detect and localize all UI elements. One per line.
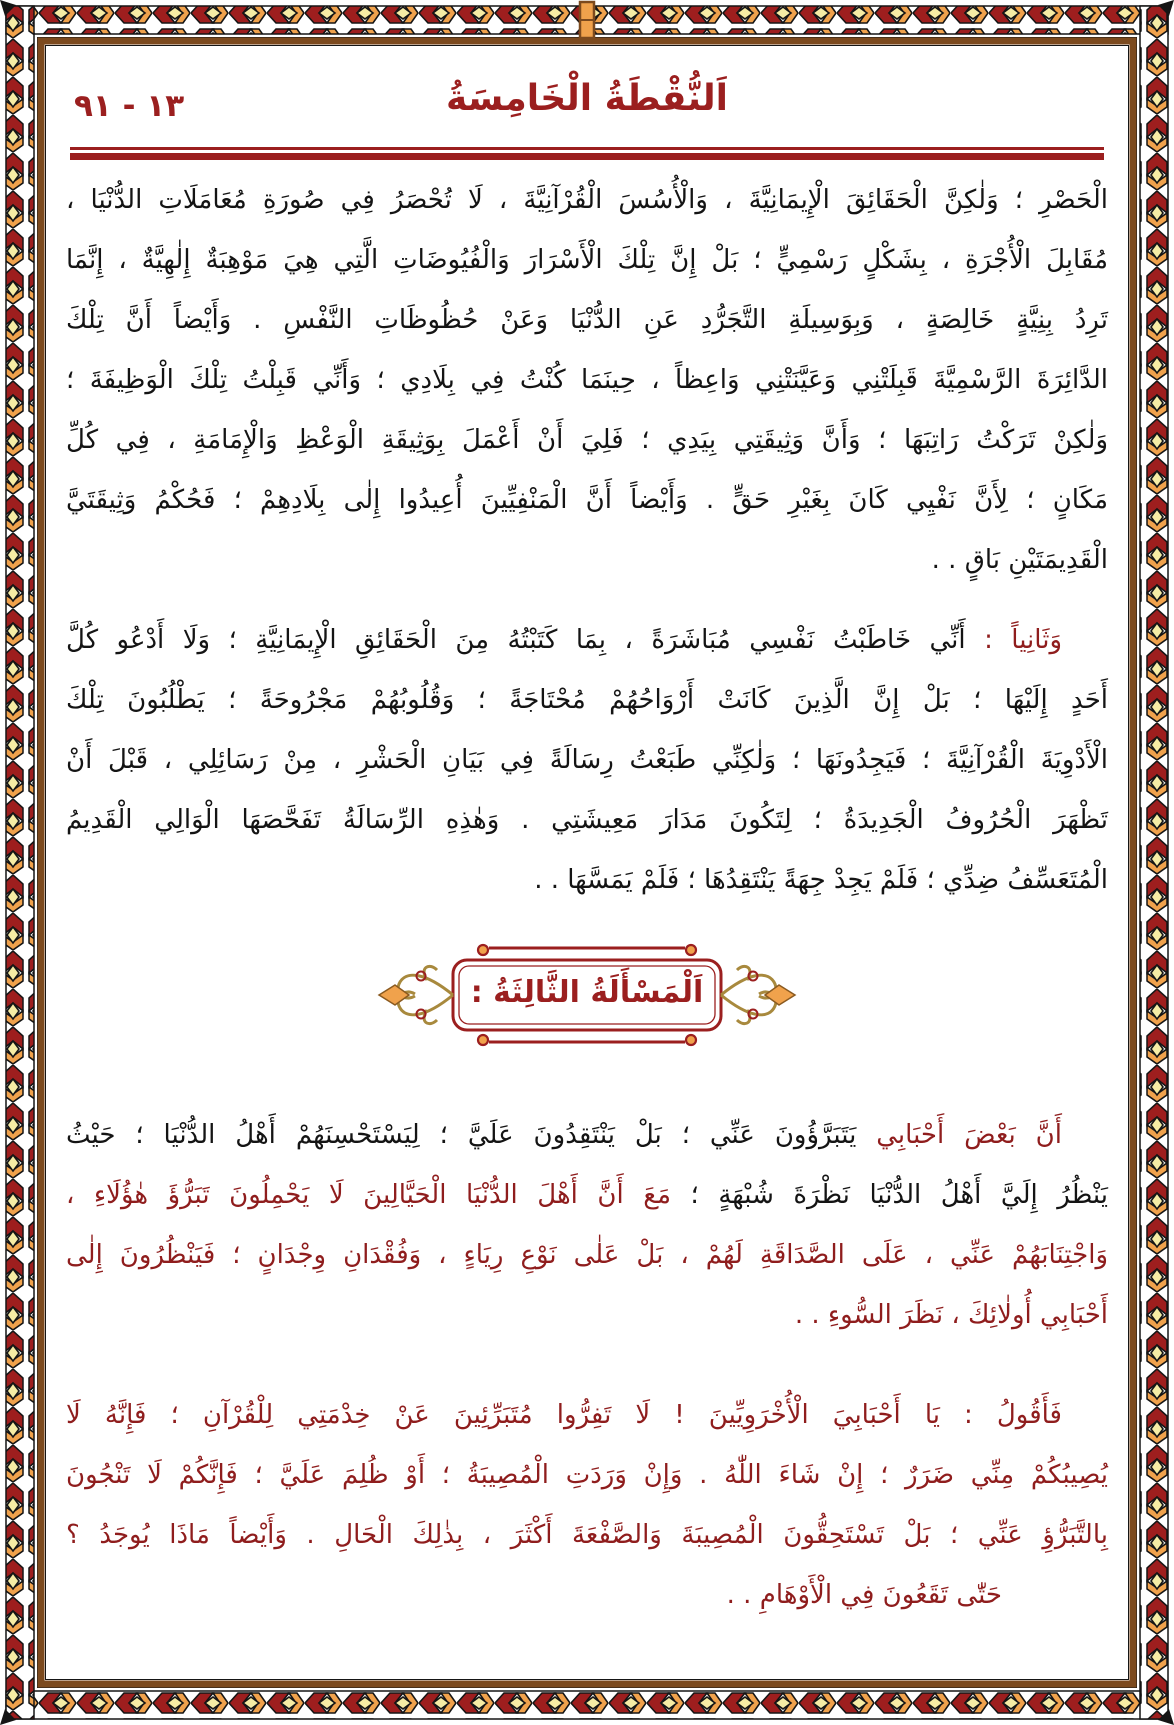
paragraph-4: [66, 1385, 1108, 1625]
top-center-ornament-icon: [580, 2, 594, 38]
text-line: الْقَدِيمَتَيْنِ بَاقٍ . .: [931, 545, 1108, 575]
text-line: [66, 1105, 1108, 1165]
text-line: فَأَقُولُ : يَا أَحْبَابِيَ الْأُخْرَوِيِّينَ ! لَا تَفِرُّوا مُتَبَرِّئِينَ عَنْ خِدْمَتِي لِلْقُرْآنِ ؛ فَإِنَّهُ لَا: [66, 1400, 1062, 1430]
header-rule-thick: [70, 153, 1104, 160]
text-segment: أَنِّي خَاطَبْتُ نَفْسِي مُبَاشَرَةً ، بِمَا كَتَبْتُهُ مِنَ الْحَقَائِقِ الْإِيمَانِيَّةِ ؛ وَلَا أَدْعُو كُلَّ: [66, 625, 985, 655]
text-line: وَاجْتِنَابَهُمْ عَنِّي ، عَلَى الصَّدَاقَةِ لَهُمْ ، بَلْ عَلٰى نَوْعِ رِيَاءٍ ، وَفُقْدَانِ وِجْدَانٍ ؛ فَيَنْظُرُونَ إِلٰى: [66, 1240, 1108, 1270]
page-number: ١٣ - ٩١: [74, 88, 185, 124]
text-line: حَتّٰى تَقَعُونَ فِي الْأَوْهَامِ . .: [726, 1580, 1002, 1610]
paragraph-1: [66, 170, 1108, 590]
text-line: الْحَصْرِ ؛ وَلٰكِنَّ الْحَقَائِقَ الْإِيمَانِيَّةَ ، وَالْأُسُسَ الْقُرْآنِيَّةَ ، لَا تُحْصَرُ فِي صُورَةِ مُعَامَلَاتِ الدُّنْيَا ،: [66, 185, 1108, 215]
text-line: مَكَانٍ ؛ لِأَنَّ نَفْيِي كَانَ بِغَيْرِ حَقٍّ . وَأَيْضاً أَنَّ الْمَنْفِيِّينَ أُعِيدُوا إِلٰى بِلَادِهِمْ ؛ فَحُكْمُ وَثِيقَتَيَّ: [66, 485, 1108, 515]
text-line: أَحَدٍ إِلَيْهَا ؛ بَلْ إِنَّ الَّذِينَ كَانَتْ أَرْوَاحُهُمْ مُحْتَاجَةً ؛ وَقُلُوبُهُمْ مَجْرُوحَةً ؛ يَطْلُبُونَ تِلْكَ: [66, 685, 1108, 715]
header-rule-thin: [70, 147, 1104, 150]
page-content: [64, 50, 1110, 1675]
text-line: وَلٰكِنْ تَرَكْتُ رَاتِبَهَا ؛ وَأَنَّ وَثِيقَتِي بِيَدِي ؛ فَلِيَ أَنْ أَعْمَلَ بِوَثِيقَةِ الْوَعْظِ وَالْإِمَامَةِ ، فِي كُلِّ: [66, 425, 1108, 455]
text-line: تَظْهَرَ الْحُرُوفُ الْجَدِيدَةُ ؛ لِتَكُونَ مَدَارَ مَعِيشَتِي . وَهٰذِهِ الرِّسَالَةُ تَفَحَّصَهَا الْوَالِي الْقَدِيمُ: [66, 805, 1108, 835]
section-ornament: [367, 940, 807, 1050]
text-line: بِالتَّبَرُّؤِ عَنِّي ؛ بَلْ تَسْتَحِقُّونَ الْمُصِيبَةَ وَالصَّفْعَةَ أَكْثَرَ ، بِذٰلِكَ الْحَالِ . وَأَيْضاً مَاذَا يُوجَدُ ؟: [66, 1520, 1108, 1550]
text-line: الْأَدْوِيَةَ الْقُرْآنِيَّةَ ؛ فَيَجِدُونَهَا ؛ وَلٰكِنِّي طَبَعْتُ رِسَالَةً فِي بَيَانِ الْحَشْرِ ، مِنْ رَسَائِلِي ، قَبْلَ أَنْ: [66, 745, 1108, 775]
text-line: الدَّائِرَةَ الرَّسْمِيَّةَ قَبِلَتْنِي وَعَيَّنَتْنِي وَاعِظاً ، حِينَمَا كُنْتُ فِي بِلَادِي ؛ وَأَنِّي قَبِلْتُ تِلْكَ الْوَظِيفَةَ ؛: [66, 365, 1108, 395]
text-line: أَحْبَابِي أُولٰائِكَ ، نَظَرَ السُّوءِ . .: [794, 1300, 1108, 1330]
emphasis-lead: وَثَانِياً :: [984, 625, 1062, 655]
text-line: يُصِيبُكُمْ مِنِّي ضَرَرٌ ؛ إِنْ شَاءَ اللّٰهُ . وَإِنْ وَرَدَتِ الْمُصِيبَةُ ؛ أَوْ ظُلِمَ عَلَيَّ ؛ فَإِنَّكُمْ لَا تَنْجُونَ: [66, 1460, 1108, 1490]
section-heading: اَلْمَسْأَلَةُ الثَّالِثَةُ :: [470, 975, 704, 1010]
text-line: الْمُتَعَسِّفُ ضِدِّي ؛ فَلَمْ يَجِدْ جِهَةً يَنْتَقِدُهَا ؛ فَلَمْ يَمَسَّهَا . .: [534, 865, 1108, 895]
text-line: مُقَابِلَ الْأُجْرَةِ ، بِشَكْلٍ رَسْمِيٍّ ؛ بَلْ إِنَّ تِلْكَ الْأَسْرَارَ وَالْفُيُوضَاتِ الَّتِي هِيَ مَوْهِبَةٌ إِلٰهِيَّةٌ ، إِنَّمَا: [66, 245, 1108, 275]
text-segment: يَنْظُرُ إِلَيَّ أَهْلُ الدُّنْيَا نَظْرَةَ شُبْهَةٍ ؛: [690, 1180, 1108, 1210]
text-line: [66, 1165, 1108, 1225]
emphasis-segment: أَنَّ بَعْضَ أَحْبَابِي: [876, 1120, 1062, 1150]
paragraph-2: [66, 610, 1108, 910]
body-text: [66, 170, 1108, 1625]
page-title: اَلنُّقْطَةُ الْخَامِسَةُ: [446, 78, 728, 119]
text-segment: يَتَبَرَّؤُونَ عَنِّي ؛ بَلْ يَنْتَقِدُونَ عَلَيَّ ؛ لِيَسْتَحْسِنَهُمْ أَهْلُ الدُّنْيَا ؛ حَيْثُ: [66, 1120, 877, 1150]
header-rule: [70, 147, 1104, 160]
text-line: [66, 610, 1108, 670]
paragraph-3: [66, 1105, 1108, 1345]
text-line: تَرِدُ بِنِيَّةٍ خَالِصَةٍ ، وَبِوَسِيلَةِ التَّجَرُّدِ عَنِ الدُّنْيَا وَعَنْ حُظُوظَاتِ النَّفْسِ . وَأَيْضاً أَنَّ تِلْكَ: [66, 305, 1108, 335]
emphasis-segment: مَعَ أَنَّ أَهْلَ الدُّنْيَا الْحَيَّالِينَ لَا يَحْمِلُونَ تَبَرُّؤَ هٰؤُلَاءِ ،: [66, 1180, 691, 1210]
